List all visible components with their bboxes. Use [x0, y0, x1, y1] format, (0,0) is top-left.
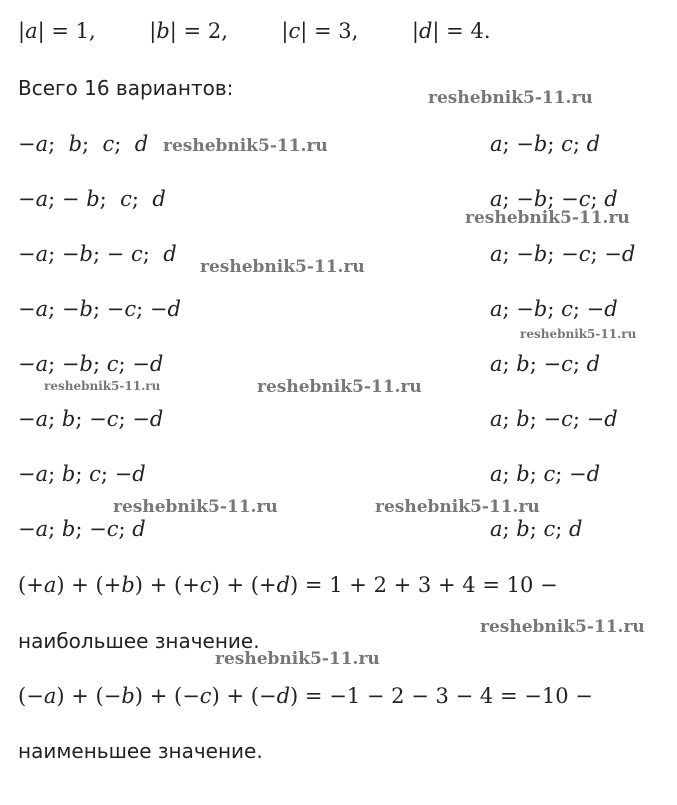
- absolute-values-line: |a| = 1, |b| = 2, |c| = 3, |d| = 4.: [18, 19, 491, 43]
- left-variant-8: −a; b; −c; d: [18, 517, 146, 541]
- right-variant-2: a; −b; −c; d: [490, 187, 618, 211]
- watermark: reshebnik5-11.ru: [163, 136, 328, 156]
- left-variant-7: −a; b; c; −d: [18, 462, 146, 486]
- left-variant-6: −a; b; −c; −d: [18, 407, 164, 431]
- right-variant-4: a; −b; c; −d: [490, 297, 618, 321]
- min-sum-expression: (−a) + (−b) + (−c) + (−d) = −1 − 2 − 3 − 4 = −10 −: [18, 684, 593, 708]
- right-variant-5: a; b; −c; d: [490, 352, 601, 376]
- right-variant-7: a; b; c; −d: [490, 462, 601, 486]
- left-variant-1: −a; b; c; d: [18, 132, 149, 156]
- right-variant-6: a; b; −c; −d: [490, 407, 618, 431]
- watermark: reshebnik5-11.ru: [520, 327, 637, 341]
- max-value-caption: наибольшее значение.: [18, 629, 260, 653]
- watermark: reshebnik5-11.ru: [44, 379, 161, 393]
- watermark: reshebnik5-11.ru: [200, 257, 365, 277]
- watermark: reshebnik5-11.ru: [465, 208, 630, 228]
- variants-count-text: Всего 16 вариантов:: [18, 76, 234, 100]
- watermark: reshebnik5-11.ru: [480, 617, 645, 637]
- right-variant-8: a; b; c; d: [490, 517, 583, 541]
- watermark: reshebnik5-11.ru: [257, 377, 422, 397]
- watermark: reshebnik5-11.ru: [113, 497, 278, 517]
- min-value-caption: наименьшее значение.: [18, 739, 263, 763]
- right-variant-1: a; −b; c; d: [490, 132, 601, 156]
- watermark: reshebnik5-11.ru: [215, 649, 380, 669]
- left-variant-3: −a; −b; − c; d: [18, 242, 177, 266]
- right-variant-3: a; −b; −c; −d: [490, 242, 636, 266]
- max-sum-expression: (+a) + (+b) + (+c) + (+d) = 1 + 2 + 3 + 4 = 10 −: [18, 573, 558, 597]
- watermark: reshebnik5-11.ru: [428, 88, 593, 108]
- left-variant-5: −a; −b; c; −d: [18, 352, 164, 376]
- left-variant-4: −a; −b; −c; −d: [18, 297, 181, 321]
- watermark: reshebnik5-11.ru: [375, 497, 540, 517]
- left-variant-2: −a; − b; c; d: [18, 187, 166, 211]
